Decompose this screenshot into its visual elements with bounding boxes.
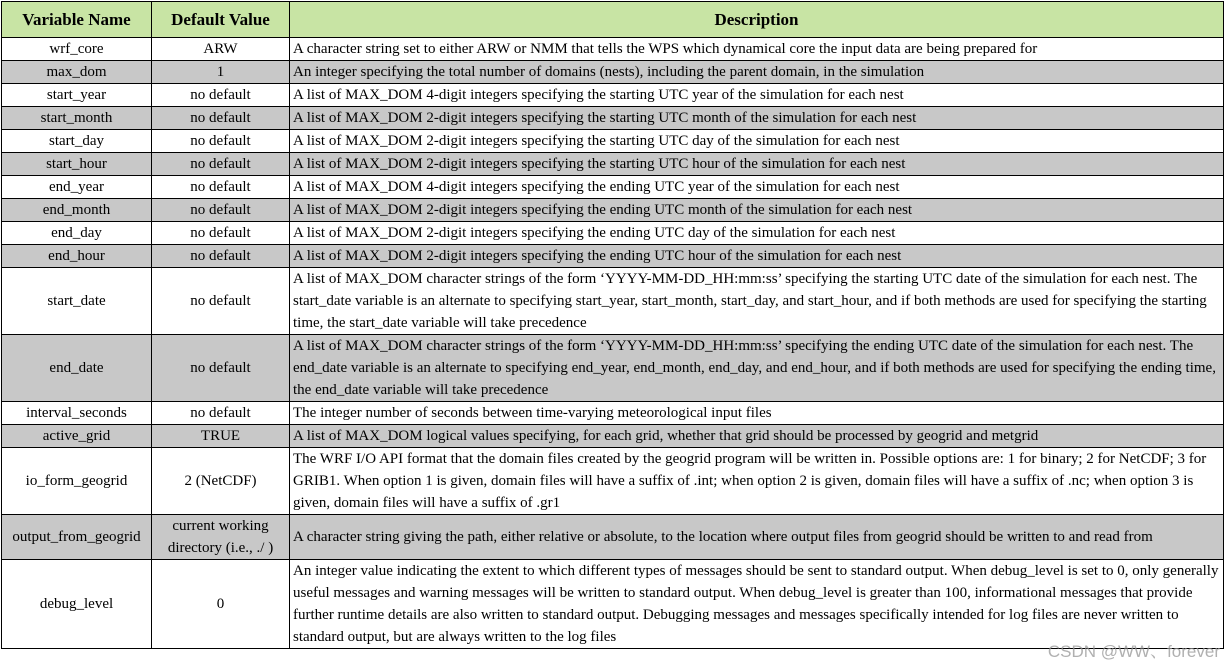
table-row	[2, 448, 1224, 515]
header-default-value: Default Value	[152, 2, 290, 38]
cell-default-value: 2 (NetCDF)	[152, 448, 290, 515]
table-row	[2, 560, 1224, 649]
table-row	[2, 222, 1224, 245]
header-row	[2, 2, 1224, 38]
cell-default-value: 1	[152, 61, 290, 84]
cell-description: A list of MAX_DOM character strings of the form ‘YYYY-MM-DD_HH:mm:ss’ specifying the ending UTC date of the simulation for each nest. The end_date variable is an alternate to specifying end_year, end_month, end_day, and end_hour, and if both methods are used for specifying the ending time, the end_date variable will take precedence	[290, 335, 1224, 402]
watermark: CSDN @WW、forever	[1047, 642, 1220, 661]
cell-description: A list of MAX_DOM character strings of the form ‘YYYY-MM-DD_HH:mm:ss’ specifying the starting UTC date of the simulation for each nest. The start_date variable is an alternate to specifying start_year, start_month, start_day, and start_hour, and if both methods are used for specifying the starting time, the start_date variable will take precedence	[290, 268, 1224, 335]
table-row	[2, 268, 1224, 335]
cell-default-value: no default	[152, 268, 290, 335]
table-row	[2, 38, 1224, 61]
cell-description: An integer value indicating the extent to which different types of messages should be sent to standard output. When debug_level is set to 0, only generally useful messages and warning messages will be written to standard output. When debug_level is greater than 100, informational messages that provide further runtime details are also written to standard output. Debugging messages and messages specifically intended for log files are never written to standard output, but are always written to the log files	[290, 560, 1224, 649]
cell-variable-name: start_day	[2, 130, 152, 153]
cell-description: A character string giving the path, either relative or absolute, to the location where output files from geogrid should be written to and read from	[290, 515, 1224, 560]
table-row	[2, 153, 1224, 176]
cell-default-value: no default	[152, 107, 290, 130]
variables-table	[1, 1, 1224, 649]
table-row	[2, 245, 1224, 268]
cell-default-value: TRUE	[152, 425, 290, 448]
cell-description: A list of MAX_DOM 4-digit integers specifying the ending UTC year of the simulation for each nest	[290, 176, 1224, 199]
table-row	[2, 130, 1224, 153]
cell-description: A list of MAX_DOM 2-digit integers specifying the ending UTC hour of the simulation for each nest	[290, 245, 1224, 268]
cell-variable-name: end_month	[2, 199, 152, 222]
cell-variable-name: end_date	[2, 335, 152, 402]
table-row	[2, 515, 1224, 560]
cell-variable-name: start_date	[2, 268, 152, 335]
cell-description: The integer number of seconds between time-varying meteorological input files	[290, 402, 1224, 425]
cell-variable-name: interval_seconds	[2, 402, 152, 425]
table-row	[2, 335, 1224, 402]
cell-default-value: no default	[152, 245, 290, 268]
cell-default-value: 0	[152, 560, 290, 649]
cell-variable-name: end_year	[2, 176, 152, 199]
cell-variable-name: output_from_geogrid	[2, 515, 152, 560]
cell-description: A list of MAX_DOM 2-digit integers specifying the ending UTC day of the simulation for each nest	[290, 222, 1224, 245]
cell-default-value: no default	[152, 402, 290, 425]
cell-variable-name: end_day	[2, 222, 152, 245]
table-body	[2, 38, 1224, 649]
cell-description: A list of MAX_DOM 2-digit integers specifying the starting UTC month of the simulation for each nest	[290, 107, 1224, 130]
table-row	[2, 425, 1224, 448]
cell-description: A character string set to either ARW or NMM that tells the WPS which dynamical core the input data are being prepared for	[290, 38, 1224, 61]
cell-default-value: no default	[152, 153, 290, 176]
cell-variable-name: wrf_core	[2, 38, 152, 61]
cell-default-value: current working directory (i.e., ./ )	[152, 515, 290, 560]
table-row	[2, 402, 1224, 425]
cell-variable-name: max_dom	[2, 61, 152, 84]
table-row	[2, 176, 1224, 199]
cell-default-value: no default	[152, 176, 290, 199]
header-description: Description	[290, 2, 1224, 38]
cell-description: A list of MAX_DOM 4-digit integers specifying the starting UTC year of the simulation for each nest	[290, 84, 1224, 107]
cell-variable-name: active_grid	[2, 425, 152, 448]
cell-variable-name: start_hour	[2, 153, 152, 176]
cell-description: A list of MAX_DOM 2-digit integers specifying the ending UTC month of the simulation for each nest	[290, 199, 1224, 222]
table-row	[2, 84, 1224, 107]
cell-description: A list of MAX_DOM logical values specifying, for each grid, whether that grid should be processed by geogrid and metgrid	[290, 425, 1224, 448]
cell-description: An integer specifying the total number of domains (nests), including the parent domain, in the simulation	[290, 61, 1224, 84]
cell-description: A list of MAX_DOM 2-digit integers specifying the starting UTC hour of the simulation for each nest	[290, 153, 1224, 176]
cell-variable-name: start_year	[2, 84, 152, 107]
cell-description: The WRF I/O API format that the domain files created by the geogrid program will be written in. Possible options are: 1 for binary; 2 for NetCDF; 3 for GRIB1. When option 1 is given, domain files will have a suffix of .int; when option 2 is given, domain files will have a suffix of .nc; when option 3 is given, domain files will have a suffix of .gr1	[290, 448, 1224, 515]
table-row	[2, 107, 1224, 130]
cell-description: A list of MAX_DOM 2-digit integers specifying the starting UTC day of the simulation for each nest	[290, 130, 1224, 153]
table-row	[2, 199, 1224, 222]
cell-default-value: ARW	[152, 38, 290, 61]
cell-variable-name: io_form_geogrid	[2, 448, 152, 515]
cell-default-value: no default	[152, 335, 290, 402]
cell-default-value: no default	[152, 222, 290, 245]
cell-default-value: no default	[152, 130, 290, 153]
cell-default-value: no default	[152, 199, 290, 222]
cell-variable-name: end_hour	[2, 245, 152, 268]
table-row	[2, 61, 1224, 84]
cell-variable-name: start_month	[2, 107, 152, 130]
cell-variable-name: debug_level	[2, 560, 152, 649]
cell-default-value: no default	[152, 84, 290, 107]
header-variable-name: Variable Name	[2, 2, 152, 38]
